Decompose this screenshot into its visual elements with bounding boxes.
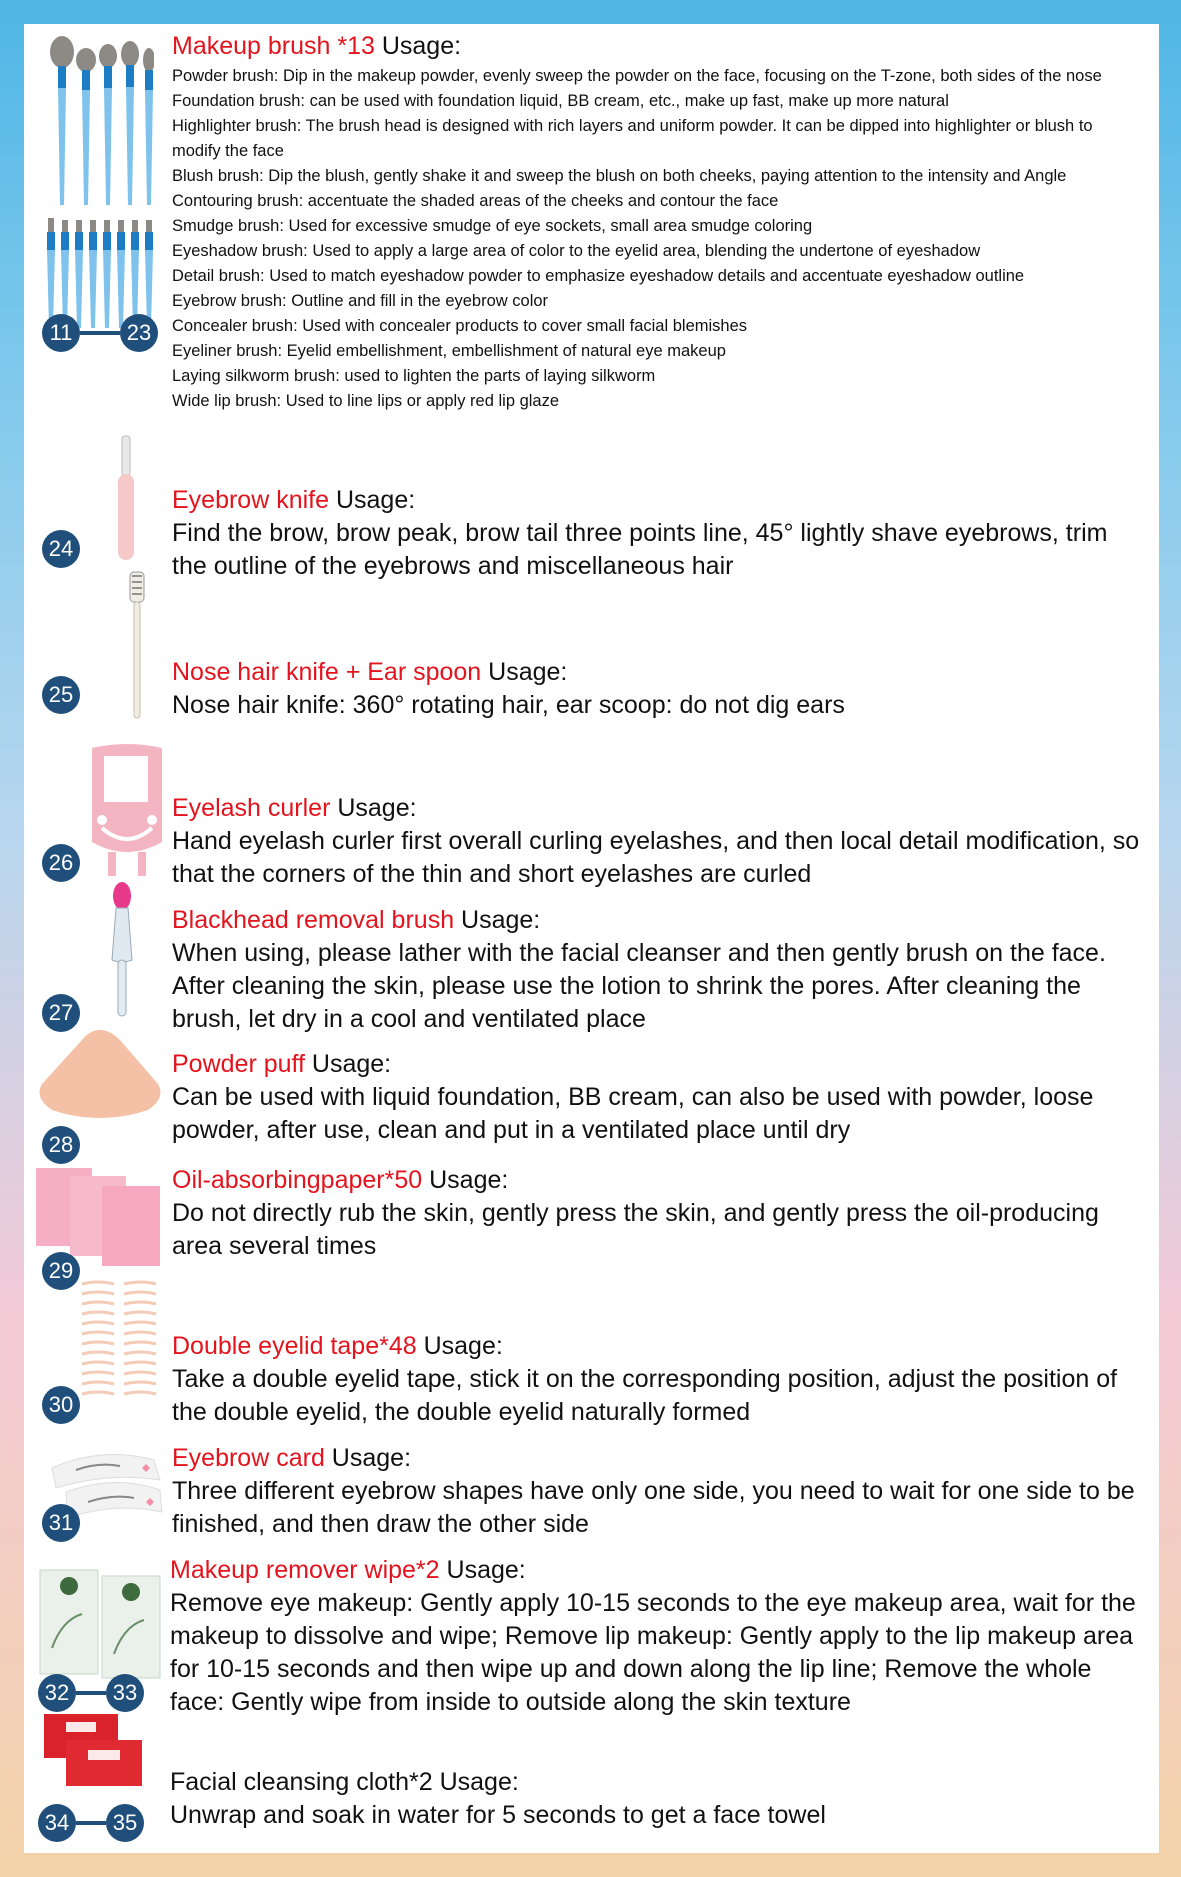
list-item: Eyeshadow brush: Used to apply a large area of color to the eyelid area, blending the undertone of eyeshadow [172,242,981,260]
section-heading [172,1330,1141,1363]
usage-text: Remove eye makeup: Gently apply 10-15 seconds to the eye makeup area, wait for the makeup to dissolve and wipe; Remove lip makeup: Gently apply to the lip makeup area for 10-15 seconds and then wipe up and down along the lip line; Remove the whole face: Gently wipe from inside to outside along the skin texture [170,1589,1136,1716]
list-item: Foundation brush: can be used with foundation liquid, BB cream, etc., make up fast, make up more natural [172,92,949,110]
section-heading [172,1164,1141,1197]
list-item: Blush brush: Dip the blush, gently shake it and sweep the blush on both cheeks, paying attention to the intensity and Angle [172,167,1067,185]
item-name: Makeup remover wipe*2 [170,1556,440,1584]
section-heading [172,1048,1141,1081]
nose-hair-knife-illustration [118,570,158,720]
badge-number: 28 [42,1126,80,1164]
badge-connector [76,1821,106,1825]
usage-label: Usage: [324,1444,412,1472]
oil-text [172,1164,1141,1263]
badge-number: 32 [38,1674,76,1712]
badge-number: 23 [120,314,158,352]
badge-number: 35 [106,1804,144,1842]
list-item: Smudge brush: Used for excessive smudge of eye sockets, small area smudge coloring [172,217,813,235]
badge-number: 27 [42,994,80,1032]
facial-cleansing-cloth-illustration [38,1710,148,1790]
usage-text: Do not directly rub the skin, gently press the skin, and gently press the oil-producing area several times [172,1199,1099,1260]
usage-label: Usage: [416,1332,503,1360]
usage-label: Usage: [304,1050,392,1078]
brush-usage-list [172,64,1141,414]
section-heading [172,484,1141,517]
badge-number: 29 [42,1252,80,1290]
eyelash-curler-illustration [82,742,172,882]
usage-text: Unwrap and soak in water for 5 seconds to get a face towel [170,1801,826,1829]
badge-number: 26 [42,844,80,882]
section-heading [170,1554,1141,1587]
wipe-text [170,1554,1141,1719]
list-item: Detail brush: Used to match eyeshadow powder to emphasize eyeshadow details and accentuate eyeshadow outline [172,267,1025,285]
section-heading [172,1442,1141,1475]
blackhead-brush-illustration [102,880,142,1020]
section-heading [172,904,1141,937]
double-eyelid-tape-illustration [78,1278,168,1408]
badge-number: 31 [42,1504,80,1542]
usage-label: Usage: [439,1556,526,1584]
list-item: Contouring brush: accentuate the shaded areas of the cheeks and contour the face [172,192,779,210]
usage-text: Take a double eyelid tape, stick it on the corresponding position, adjust the position of the double eyelid, the double eyelid naturally formed [172,1365,1118,1426]
tape-text [172,1330,1141,1429]
usage-text: When using, please lather with the facial cleanser and then gently brush on the face. After cleaning the skin, please use the lotion to shrink the pores. After cleaning the brush, let dry in a cool and ventilated place [172,939,1106,1033]
badge-number: 30 [42,1386,80,1424]
nose-text [172,656,1141,722]
badge-connector [76,1691,106,1695]
badge-number: 34 [38,1804,76,1842]
usage-label: Usage: [422,1166,509,1194]
section-heading [172,656,1141,689]
usage-text: Nose hair knife: 360° rotating hair, ear scoop: do not dig ears [172,691,845,719]
item-name: Eyebrow card [172,1444,325,1472]
item-name: Oil-absorbingpaper*50 [172,1166,423,1194]
badge-connector [80,331,120,335]
section-heading [172,30,1141,63]
usage-label: Usage: [330,794,417,822]
item-name: Nose hair knife + Ear spoon [172,658,482,686]
list-item: Concealer brush: Used with concealer products to cover small facial blemishes [172,317,748,335]
card-text [172,1442,1141,1541]
usage-text: Find the brow, brow peak, brow tail three points line, 45° lightly shave eyebrows, trim the outline of the eyebrows and miscellaneous hair [172,519,1108,580]
eyebrow-knife-illustration [108,434,144,564]
list-item: Eyebrow brush: Outline and fill in the eyebrow color [172,292,549,310]
section-heading: Facial cleansing cloth*2 Usage: [170,1768,519,1796]
badge-number: 24 [42,530,80,568]
usage-label: Usage: [481,658,568,686]
list-item: Eyeliner brush: Eyelid embellishment, embellishment of natural eye makeup [172,342,726,360]
puff-text [172,1048,1141,1147]
item-name: Blackhead removal brush [172,906,455,934]
powder-puff-illustration [38,1026,164,1126]
cloth-text [170,1766,1141,1832]
usage-label: Usage: [329,486,416,514]
section-heading [172,792,1141,825]
knife-text [172,484,1141,583]
curler-text [172,792,1141,891]
usage-text: Can be used with liquid foundation, BB cream, can also be used with powder, loose powder, after use, clean and put in a ventilated place until dry [172,1083,1094,1144]
makeup-brush-illustration [38,30,154,330]
badge-number: 25 [42,676,80,714]
makeup-remover-wipe-illustration [38,1564,164,1680]
blackhead-text [172,904,1141,1036]
item-name: Double eyelid tape*48 [172,1332,417,1360]
usage-label: Usage: [374,32,462,60]
list-item: Powder brush: Dip in the makeup powder, evenly sweep the powder on the face, focusing on the T-zone, both sides of the nose [172,67,1102,85]
item-name: Eyebrow knife [172,486,330,514]
list-item: Wide lip brush: Used to line lips or apply red lip glaze [172,392,560,410]
list-item: Highlighter brush: The brush head is designed with rich layers and uniform powder. It can be dipped into highlighter or blush to modify the face [172,117,1093,160]
usage-text: Hand eyelash curler first overall curling eyelashes, and then local detail modification, so that the corners of the thin and short eyelashes are curled [172,827,1140,888]
item-name: Eyelash curler [172,794,331,822]
item-name: Powder puff [172,1050,305,1078]
usage-text: Three different eyebrow shapes have only one side, you need to wait for one side to be finished, and then draw the other side [172,1477,1135,1538]
item-name: Makeup brush *13 [172,32,375,60]
badge-number: 11 [42,314,80,352]
instruction-panel [24,24,1159,1853]
brush-text [172,30,1141,414]
usage-label: Usage: [454,906,541,934]
badge-number: 33 [106,1674,144,1712]
list-item: Laying silkworm brush: used to lighten the parts of laying silkworm [172,367,656,385]
